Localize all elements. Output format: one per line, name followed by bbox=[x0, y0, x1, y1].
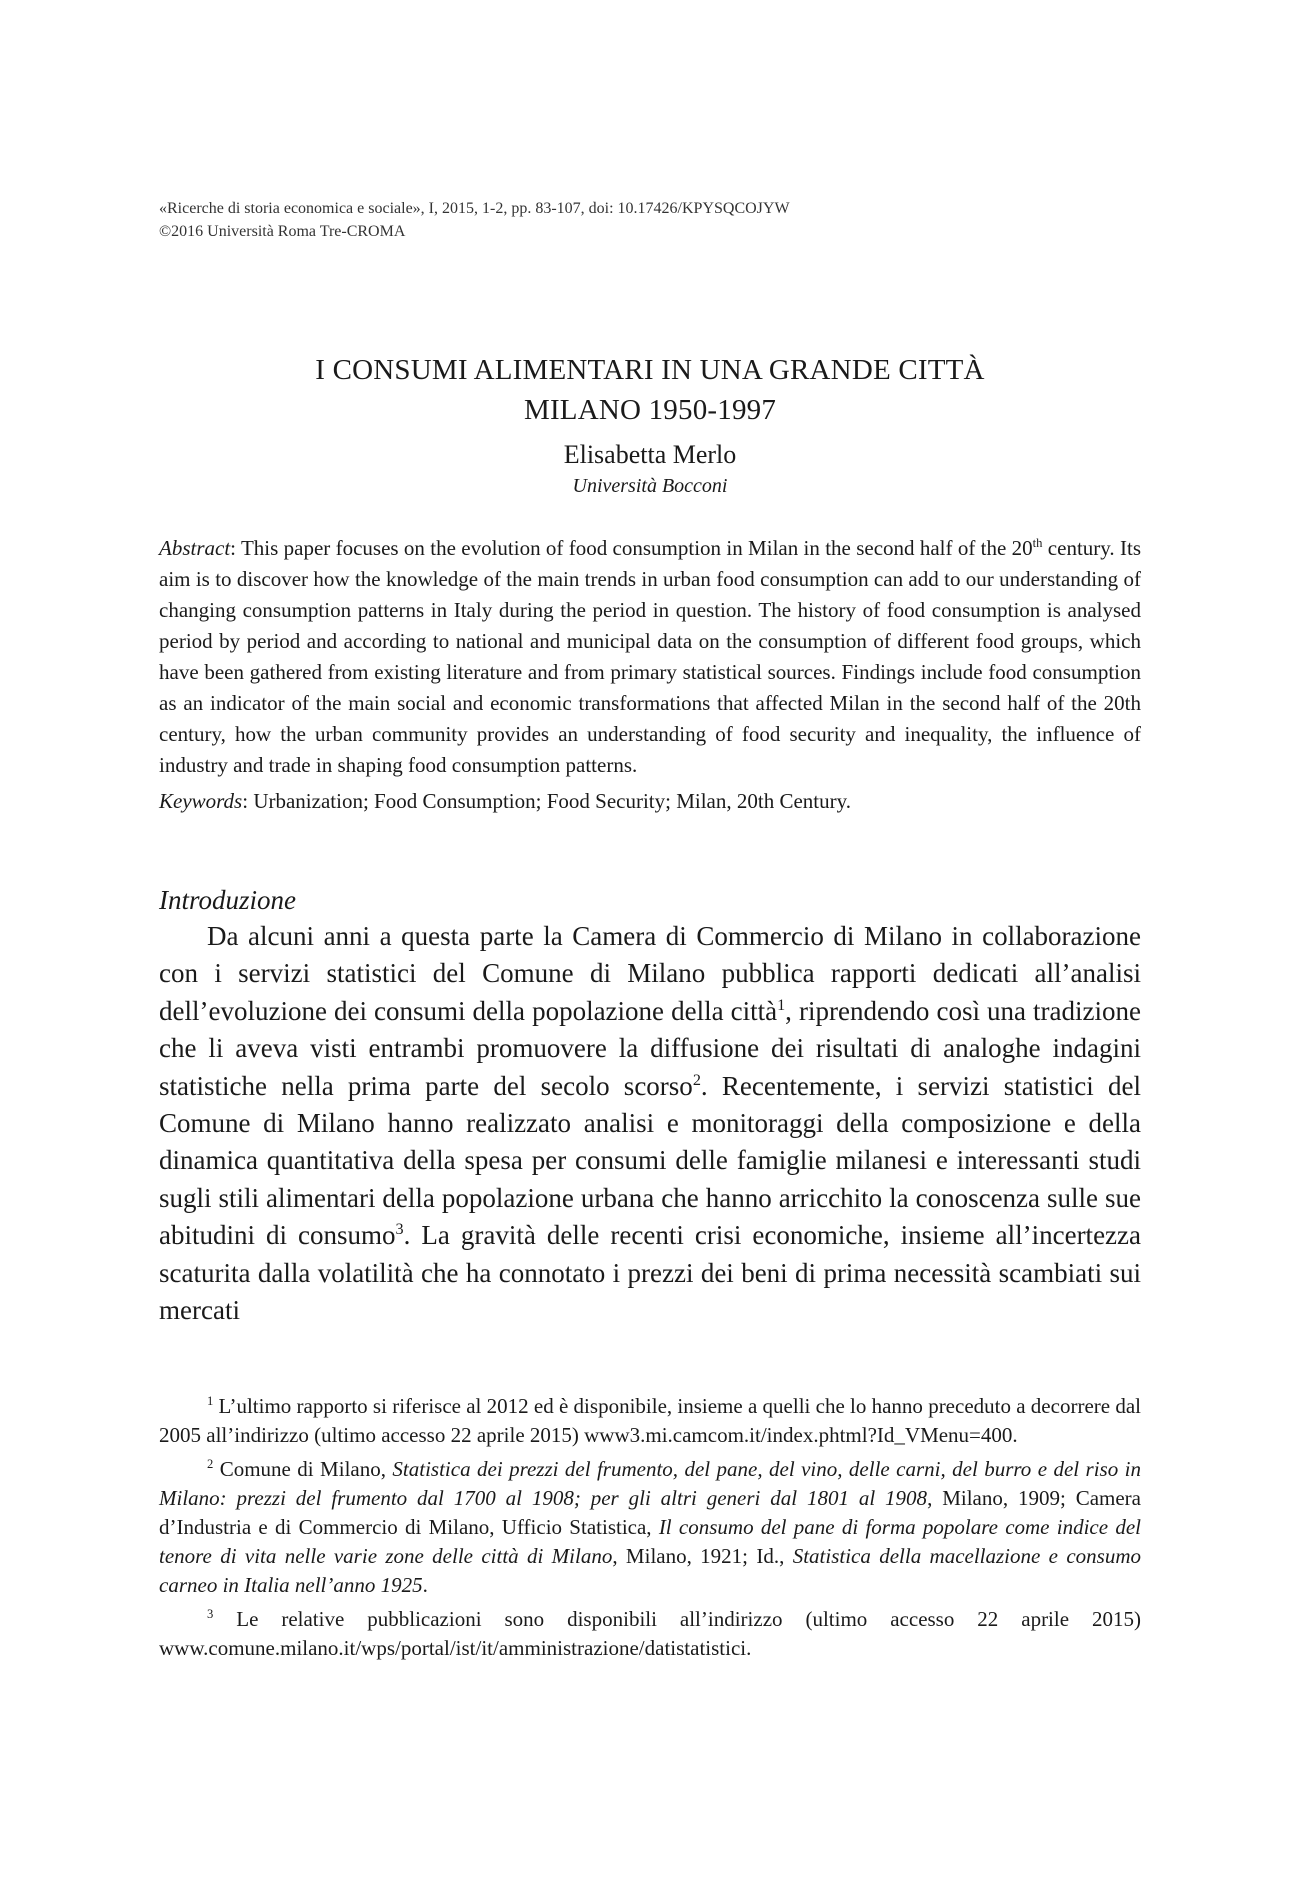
keywords-line bbox=[159, 786, 1141, 817]
author-affiliation: Università Bocconi bbox=[572, 475, 728, 497]
footnote-ref-3: 3 bbox=[395, 1220, 404, 1239]
footnote-1-text: L’ultimo rapporto si riferisce al 2012 ed è disponibile, insieme a quelli che lo hanno preceduto a decorrere dal 2005 all’indirizzo (ultimo accesso 22 aprile 2015) www3.mi.camcom.it/index.phtml?Id_VMenu=400. bbox=[159, 1394, 1141, 1447]
keywords-label: Keywords bbox=[159, 789, 243, 813]
body-text bbox=[159, 918, 1141, 1329]
footnote-2-text-g: . bbox=[422, 1573, 428, 1597]
footnotes bbox=[159, 1392, 1141, 1668]
copyright-line: ©2016 Università Roma Tre-CROMA bbox=[159, 223, 406, 240]
footnote-ref-1: 1 bbox=[777, 995, 786, 1014]
footnote-number-2: 2 bbox=[207, 1457, 214, 1471]
title-block bbox=[159, 350, 1141, 500]
body-text-part-4: . La gravità delle recenti crisi economiche, insieme all’incertezza scaturita dalla volatilità che ha connotato i prezzi dei beni di prima necessità scambiati sui mercati bbox=[159, 1220, 1141, 1326]
footnote-number-1: 1 bbox=[207, 1394, 214, 1408]
footnote-2-text-c: , Milano, 1909; Camera d’Industria e di Commercio di Milano, Ufficio Statistica, bbox=[159, 1486, 1141, 1539]
journal-citation: «Ricerche di storia economica e sociale», I, 2015, 1-2, pp. 83-107, doi: 10.17426/KPYSQCOJYW bbox=[159, 200, 790, 217]
body-paragraph bbox=[159, 918, 1141, 1329]
author-name: Elisabetta Merlo bbox=[563, 440, 737, 469]
keywords-list: : Urbanization; Food Consumption; Food Security; Milan, 20th Century. bbox=[242, 789, 852, 813]
footnote-ref-2: 2 bbox=[692, 1070, 701, 1089]
section-heading: Introduzione bbox=[159, 885, 296, 915]
footnote-2-text-e: , Milano, 1921; Id., bbox=[612, 1544, 793, 1568]
paper-title-line-1: I CONSUMI ALIMENTARI IN UNA GRANDE CITTÀ bbox=[315, 354, 985, 386]
abstract bbox=[159, 533, 1141, 817]
footnote-3-text: Le relative pubblicazioni sono disponibili all’indirizzo (ultimo accesso 22 aprile 2015) www.comune.milano.it/wps/portal/ist/it/amministrazione/datistatistici. bbox=[159, 1607, 1141, 1660]
footnote-3 bbox=[159, 1605, 1141, 1663]
footnote-2-title-3: Statistica della macellazione e consumo carneo in Italia nell’anno 1925 bbox=[159, 1544, 1141, 1597]
footnote-2-title-1: Statistica dei prezzi del frumento, del pane, del vino, delle carni, del burro e del riso in Milano: prezzi del frumento dal 1700 al 1908; per gli altri generi dal 1801 al 1908 bbox=[159, 1457, 1141, 1510]
abstract-label: Abstract bbox=[159, 536, 231, 560]
footnote-number-3: 3 bbox=[207, 1607, 214, 1621]
body-text-part-2: , riprendendo così una tradizione che li aveva visti entrambi promuovere la diffusione dei risultati di analoghe indagini statistiche nella prima parte del secolo scorso bbox=[159, 995, 1141, 1101]
footnote-2-text-a: Comune di Milano, bbox=[213, 1457, 393, 1481]
body-text-part-3: . Recentemente, i servizi statistici del Comune di Milano hanno realizzato analisi e monitoraggi della composizione e della dinamica quantitativa della spesa per consumi delle famiglie milanesi e interessanti studi sugli stili alimentari della popolazione urbana che hanno arricchito la conoscenza sulle sue abitudini di consumo bbox=[159, 1070, 1141, 1251]
paper-title-line-2: MILANO 1950-1997 bbox=[523, 394, 777, 426]
abstract-text-b: century. Its aim is to discover how the knowledge of the main trends in urban food consumption can add to our understanding of changing consumption patterns in Italy during the period in question. The history of food consumption is analysed period by period and according to national and municipal data on the consumption of different food groups, which have been gathered from existing literature and from primary statistical sources. Findings include food consumption as an indicator of the main social and economic transformations that affected Milan in the second half of the 20th century, how the urban community provides an understanding of food security and inequality, the influence of industry and trade in shaping food consumption patterns. bbox=[159, 536, 1141, 777]
abstract-superscript: th bbox=[1032, 536, 1043, 550]
abstract-paragraph bbox=[159, 533, 1141, 781]
footnote-1 bbox=[159, 1392, 1141, 1450]
body-text-part-1: Da alcuni anni a questa parte la Camera di Commercio di Milano in collaborazione con i servizi statistici del Comune di Milano pubblica rapporti dedicati all’analisi dell’evoluzione dei consumi della popolazione della città bbox=[159, 921, 1141, 1026]
abstract-text-a: : This paper focuses on the evolution of food consumption in Milan in the second half of the 20 bbox=[230, 536, 1033, 560]
footnote-2 bbox=[159, 1455, 1141, 1600]
journal-header bbox=[159, 197, 1059, 243]
footnote-2-title-2: Il consumo del pane di forma popolare come indice del tenore di vita nelle varie zone delle città di Milano bbox=[159, 1515, 1141, 1568]
